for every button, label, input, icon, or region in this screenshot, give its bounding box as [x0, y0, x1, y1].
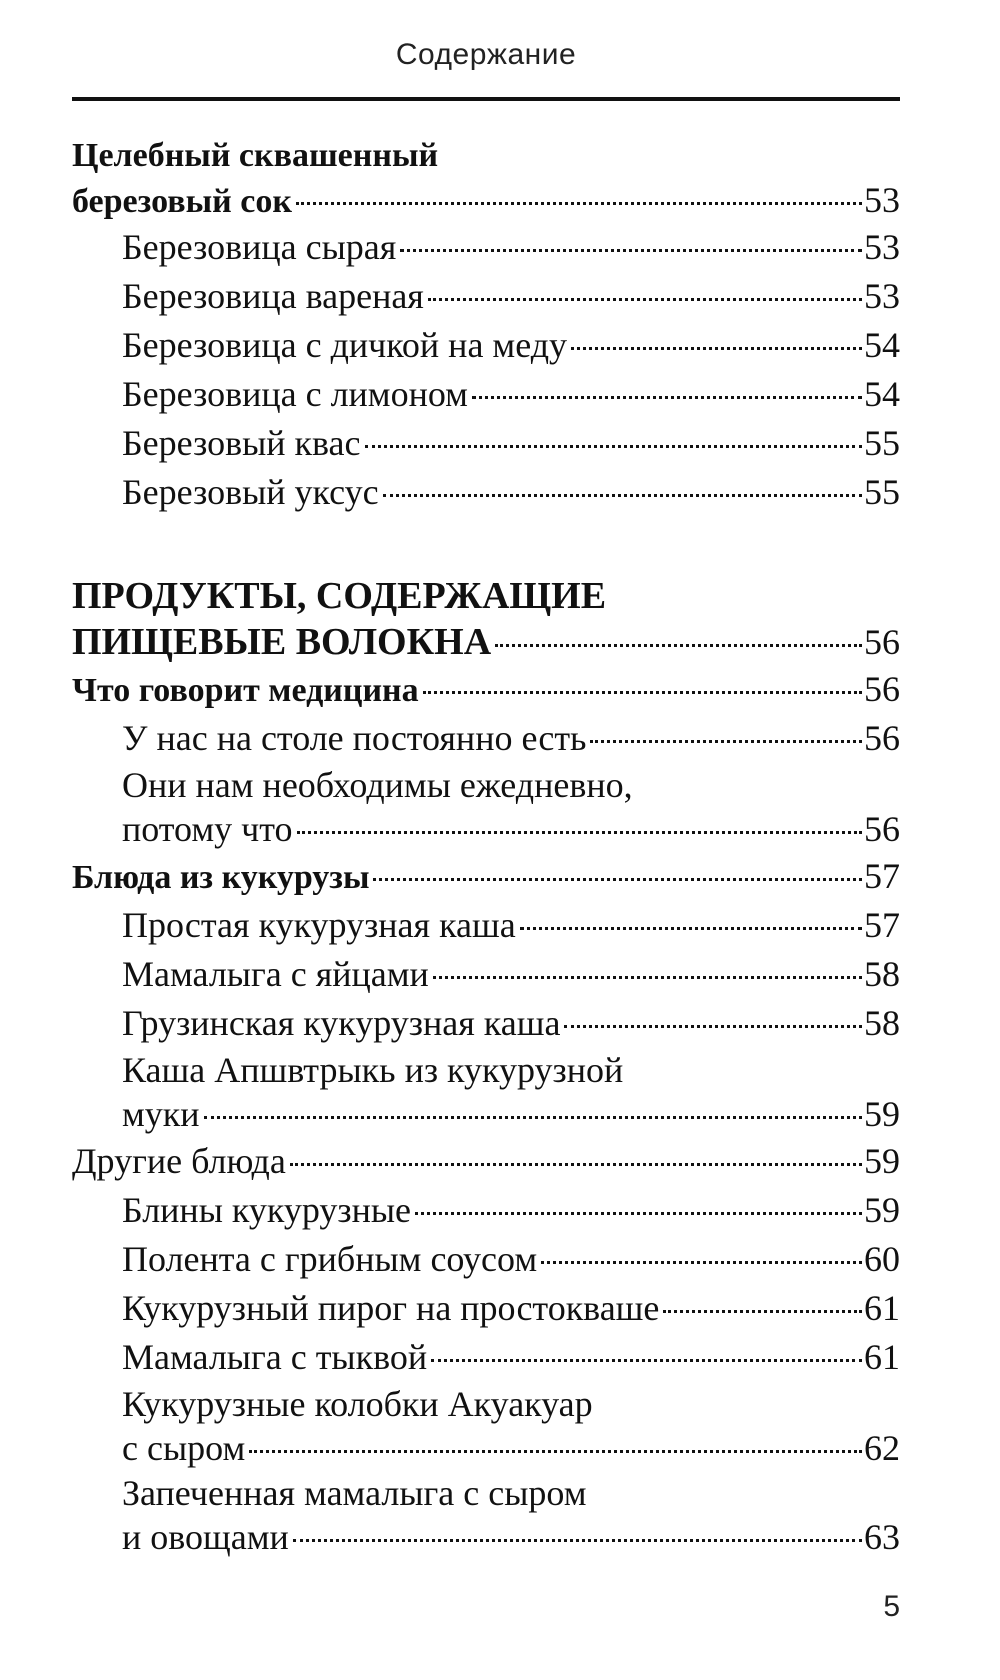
toc-heading-label: березовый сок: [72, 183, 292, 220]
toc-entry[interactable]: [72, 1471, 900, 1515]
toc-entry-label: Полента с грибным соусом: [122, 1239, 538, 1279]
toc-entry-label: муки: [122, 1094, 200, 1134]
toc-entry-label: Березовица сырая: [122, 227, 397, 267]
page-number: 59: [864, 1094, 900, 1134]
page-number: 63: [864, 1517, 900, 1557]
page-number: 53: [864, 180, 900, 220]
leader-dots: [415, 1206, 862, 1215]
toc-section-heading[interactable]: [72, 573, 900, 619]
leader-dots: [296, 196, 862, 205]
toc-entry[interactable]: [72, 370, 900, 419]
leader-dots: [571, 341, 862, 350]
toc-entry[interactable]: [72, 468, 900, 517]
leader-dots: [590, 734, 862, 743]
page-number: 57: [864, 856, 900, 896]
toc-entry[interactable]: [72, 1382, 900, 1426]
page-number: 56: [864, 809, 900, 849]
toc-entry-label: Кукурузные колобки Акуакуар: [122, 1384, 593, 1424]
toc-entry[interactable]: [72, 419, 900, 468]
toc-entry-label: Они нам необходимы ежедневно,: [122, 765, 633, 805]
toc-heading-label: Целебный сквашенный: [72, 137, 439, 174]
leader-dots: [433, 970, 862, 979]
toc-entry-label: Мамалыга с тыквой: [122, 1337, 428, 1377]
toc-entry-label: Кукурузный пирог на простокваше: [122, 1288, 660, 1328]
running-header: Содержание: [395, 38, 577, 71]
toc-entry[interactable]: [72, 1048, 900, 1092]
toc-entry-label: Березовица с дичкой на меду: [122, 325, 568, 365]
toc-entry-label: У нас на столе постоянно есть: [122, 718, 587, 758]
page-number: 61: [864, 1288, 900, 1328]
page-number: 57: [864, 905, 900, 945]
leader-dots: [495, 638, 862, 647]
leader-dots: [423, 685, 862, 694]
page-number: 55: [864, 423, 900, 463]
header-rule: [72, 97, 900, 101]
toc-entry-label: Березовый квас: [122, 423, 361, 463]
page-number: 53: [864, 227, 900, 267]
page-number: 55: [864, 472, 900, 512]
toc-entry[interactable]: [72, 1426, 900, 1471]
toc-section-heading[interactable]: [72, 619, 900, 665]
toc-entry[interactable]: [72, 1333, 900, 1382]
leader-dots: [383, 488, 862, 497]
leader-dots: [365, 439, 863, 448]
toc-subheading[interactable]: [72, 1137, 900, 1186]
toc-heading-label: Что говорит медицина: [72, 672, 419, 709]
toc-entry[interactable]: [72, 1284, 900, 1333]
toc-entry[interactable]: [72, 714, 900, 763]
toc-heading[interactable]: [72, 178, 900, 223]
page-number: 53: [864, 276, 900, 316]
toc-entry[interactable]: [72, 1515, 900, 1560]
leader-dots: [204, 1110, 862, 1119]
toc-entry[interactable]: [72, 807, 900, 852]
toc-heading-label: Блюда из кукурузы: [72, 859, 370, 896]
leader-dots: [373, 872, 862, 881]
toc-entry[interactable]: [72, 763, 900, 807]
toc-entry-label: Запеченная мамалыга с сыром: [122, 1473, 587, 1513]
leader-dots: [541, 1255, 862, 1264]
leader-dots: [663, 1304, 862, 1313]
page-number: 58: [864, 954, 900, 994]
leader-dots: [290, 1157, 862, 1166]
page-number: 62: [864, 1428, 900, 1468]
page-number: 54: [864, 374, 900, 414]
page-number: 61: [864, 1337, 900, 1377]
toc-section-label: ПИЩЕВЫЕ ВОЛОКНА: [72, 621, 492, 663]
page-number: 59: [864, 1190, 900, 1230]
leader-dots: [520, 921, 862, 930]
toc-heading[interactable]: [72, 134, 900, 178]
leader-dots: [472, 390, 862, 399]
toc-entry-label: потому что: [122, 809, 293, 849]
toc-entry[interactable]: [72, 901, 900, 950]
toc-entry[interactable]: [72, 272, 900, 321]
toc-subheading-label: Другие блюда: [72, 1141, 286, 1181]
page-number: 56: [864, 718, 900, 758]
toc-heading[interactable]: [72, 665, 900, 714]
toc-entry-label: Грузинская кукурузная каша: [122, 1003, 561, 1043]
toc-entry[interactable]: [72, 1092, 900, 1137]
toc-entry[interactable]: [72, 999, 900, 1048]
toc-entry-label: Простая кукурузная каша: [122, 905, 516, 945]
leader-dots: [431, 1353, 862, 1362]
toc-entry-label: Березовица с лимоном: [122, 374, 468, 414]
folio-page-number: 5: [883, 1590, 900, 1623]
leader-dots: [428, 292, 862, 301]
toc-entry-label: Блины кукурузные: [122, 1190, 412, 1230]
toc-section-label: ПРОДУКТЫ, СОДЕРЖАЩИЕ: [72, 575, 607, 617]
leader-dots: [297, 825, 862, 834]
page-number: 58: [864, 1003, 900, 1043]
toc-entry[interactable]: [72, 223, 900, 272]
toc-entry-label: и овощами: [122, 1517, 289, 1557]
leader-dots: [293, 1533, 862, 1542]
toc-entry[interactable]: [72, 1235, 900, 1284]
leader-dots: [400, 243, 862, 252]
leader-dots: [564, 1019, 862, 1028]
toc-entry[interactable]: [72, 1186, 900, 1235]
toc-entry-label: Березовый уксус: [122, 472, 379, 512]
page-number: 56: [864, 622, 900, 662]
section-gap: [72, 517, 900, 573]
toc-entry-label: с сыром: [122, 1428, 246, 1468]
leader-dots: [249, 1444, 862, 1453]
toc-heading[interactable]: [72, 852, 900, 901]
page-number: 59: [864, 1141, 900, 1181]
toc-entry[interactable]: [72, 950, 900, 999]
toc-entry-label: Каша Апшвтрыкь из кукурузной: [122, 1050, 624, 1090]
toc-entry[interactable]: [72, 321, 900, 370]
toc-entry-label: Мамалыга с яйцами: [122, 954, 429, 994]
page-number: 56: [864, 669, 900, 709]
table-of-contents: [72, 134, 900, 1560]
toc-entry-label: Березовица вареная: [122, 276, 424, 316]
page-number: 54: [864, 325, 900, 365]
page-number: 60: [864, 1239, 900, 1279]
